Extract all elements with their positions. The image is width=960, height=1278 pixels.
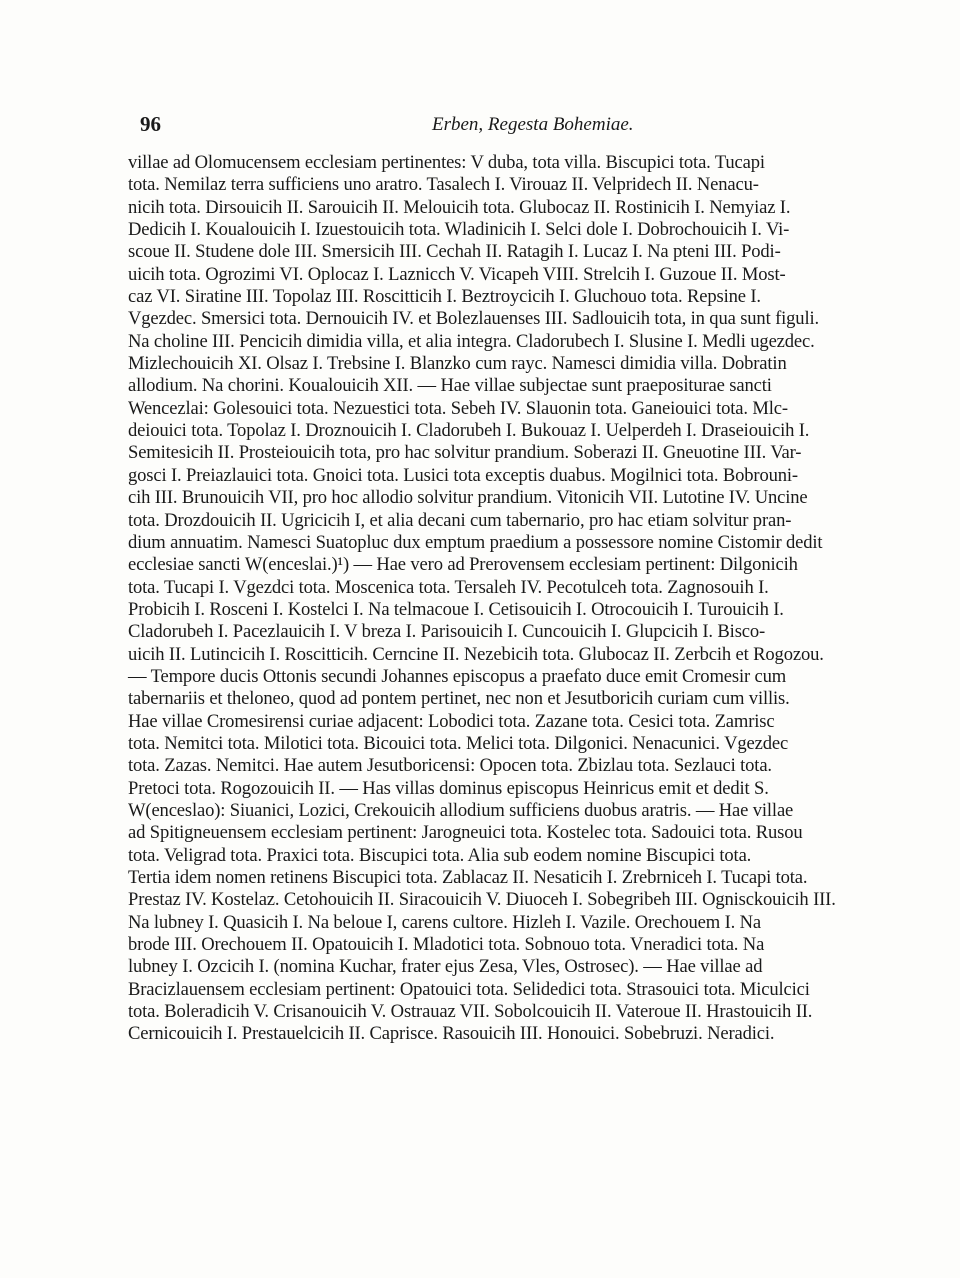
- text-line: caz VI. Siratine III. Topolaz III. Roscitticih I. Beztroycicih I. Gluchouo tota. Repsine I.: [128, 286, 761, 308]
- text-line: tota. Nemitci tota. Milotici tota. Bicouici tota. Melici tota. Dilgonici. Nenacunici. Vgezdec: [128, 732, 789, 754]
- text-line: Mizlechouicih XI. Olsaz I. Trebsine I. Blanzko cum rayc. Namesci dimidia villa. Dobratin: [128, 353, 787, 375]
- running-title: Erben, Regesta Bohemiae.: [432, 114, 634, 135]
- text-line: Dedicih I. Koualouicih I. Izuestouicih tota. Wladinicih I. Selci dole I. Dobrochouicih I. Vi-: [128, 219, 790, 241]
- text-line: Bracizlauensem ecclesiam pertinent: Opatouici tota. Selidedici tota. Strasouici tota. Miculcici: [128, 978, 810, 1000]
- text-line: nicih tota. Dirsouicih II. Sarouicih II. Melouicih tota. Glubocaz II. Rostinicih I. Nemyiaz I.: [128, 196, 791, 218]
- text-line: dium annuatim. Namesci Suatopluc dux emptum praedium a possessore nomine Cistomir dedit: [128, 531, 823, 553]
- text-line: tota. Drozdouicih II. Ugricicih I, et alia decani cum tabernario, pro hac etiam solvitur pran-: [128, 509, 792, 531]
- running-head: [140, 112, 880, 142]
- text-line: tota. Zazas. Nemitci. Hae autem Jesutboricensi: Opocen tota. Zbizlau tota. Sezlauci tota.: [128, 755, 772, 777]
- text-line: tota. Veligrad tota. Praxici tota. Biscupici tota. Alia sub eodem nomine Biscupici tota.: [128, 844, 752, 866]
- text-line: tota. Nemilaz terra sufficiens uno aratro. Tasalech I. Virouaz II. Velpridech II. Nenacu-: [128, 174, 759, 196]
- text-line: ad Spitigneuensem ecclesiam pertinent: Jarogneuici tota. Kostelec tota. Sadouici tota. Rusou: [128, 822, 803, 844]
- text-line: uicih II. Lutincicih I. Roscitticih. Cerncine II. Nezebicih tota. Glubocaz II. Zerbcih et Rogozou.: [128, 643, 824, 665]
- text-line: W(enceslao): Siuanici, Lozici, Crekouicih allodium sufficiens duobus aratris. — Hae villae: [128, 799, 794, 821]
- text-line: scoue II. Studene dole III. Smersicih III. Cechah II. Ratagih I. Lucaz I. Na pteni III. Podi-: [128, 241, 781, 263]
- text-line: tota. Boleradicih V. Crisanouicih V. Ostrauaz VII. Sobolcouicih II. Vateroue II. Hrastouicih II.: [128, 1001, 813, 1023]
- text-line: uicih tota. Ogrozimi VI. Oplocaz I. Laznicch V. Vicapeh VIII. Strelcih I. Guzoue II. Most-: [128, 263, 786, 285]
- page-number: 96: [140, 112, 161, 136]
- text-line: allodium. Na chorini. Koualouicih XII. — Hae villae subjectae sunt praepositurae sancti: [128, 375, 772, 397]
- text-line: — Tempore ducis Ottonis secundi Johannes episcopus a praefato duce emit Cromesir cum: [128, 665, 787, 687]
- text-line: Wencezlai: Golesouici tota. Nezuestici tota. Sebeh IV. Slauonin tota. Ganeiouici tota. Mlc-: [128, 397, 788, 419]
- text-line: deiouici tota. Topolaz I. Droznouicih I. Cladorubeh I. Bukouaz I. Uelperdeh I. Draseiouicih I.: [128, 420, 810, 442]
- text-line: Vgezdec. Smersici tota. Dernouicih IV. et Bolezlauenses III. Sadlouicih tota, in qua sunt figuli.: [128, 308, 819, 330]
- text-line: Prestaz IV. Kostelaz. Cetohouicih II. Siracouicih V. Diuoceh I. Sobegribeh III. Ognisckouicih III.: [128, 889, 836, 911]
- text-line: Semitesicih II. Prosteiouicih tota, pro hac solvitur prandium. Soberazi II. Gneuotine III. Var-: [128, 442, 802, 464]
- text-body: [128, 152, 880, 1046]
- text-line: Na lubney I. Quasicih I. Na beloue I, carens cultore. Hizleh I. Vazile. Orechouem I. Na: [128, 911, 762, 933]
- text-line: brode III. Orechouem II. Opatouicih I. Mladotici tota. Sobnouo tota. Vneradici tota. Na: [128, 934, 765, 956]
- text-line: lubney I. Ozcicih I. (nomina Kuchar, frater ejus Zesa, Vles, Ostrosec). — Hae villae ad: [128, 956, 763, 978]
- text-line: Na choline III. Pencicih dimidia villa, et alia integra. Cladorubech I. Slusine I. Medli ugezdec.: [128, 330, 815, 352]
- text-line: Probicih I. Rosceni I. Kostelci I. Na telmacoue I. Cetisouicih I. Otrocouicih I. Turouicih I.: [128, 598, 784, 620]
- text-line: Tertia idem nomen retinens Biscupici tota. Zablacaz II. Nesaticih I. Zrebrniceh I. Tucapi tota.: [128, 867, 808, 888]
- text-line: villae ad Olomucensem ecclesiam pertinentes: V duba, tota villa. Biscupici tota. Tucapi: [128, 152, 765, 173]
- text-line: Pretoci tota. Rogozouicih II. — Has villas dominus episcopus Heinricus emit et dedit S.: [128, 777, 769, 799]
- text-line: gosci I. Preiazlauici tota. Gnoici tota. Lusici tota exceptis duabus. Mogilnici tota. Bobrouni-: [128, 464, 798, 486]
- text-line: Cernicouicih I. Prestauelcicih II. Caprisce. Rasouicih III. Honouici. Sobebruzi. Neradici.: [128, 1023, 775, 1045]
- text-line: cih III. Brunouicih VII, pro hoc allodio solvitur prandium. Vitonicih VII. Lutotine IV. Uncine: [128, 487, 808, 509]
- text-line: Hae villae Cromesirensi curiae adjacent: Lobodici tota. Zazane tota. Cesici tota. Zamrisc: [128, 710, 775, 732]
- text-line: tota. Tucapi I. Vgezdci tota. Moscenica tota. Tersaleh IV. Pecotulceh tota. Zagnosouih I.: [128, 576, 769, 598]
- text-line: tabernariis et theloneo, quod ad pontem pertinet, nec non et Jesutboricih curiam cum villis.: [128, 688, 790, 710]
- text-line: ecclesiae sancti W(enceslai.)¹) — Hae vero ad Prerovensem ecclesiam pertinent: Dilgonicih: [128, 554, 798, 576]
- text-line: Cladorubeh I. Pacezlauicih I. V breza I. Parisouicih I. Cuncouicih I. Glupcicih I. Bisco-: [128, 621, 766, 643]
